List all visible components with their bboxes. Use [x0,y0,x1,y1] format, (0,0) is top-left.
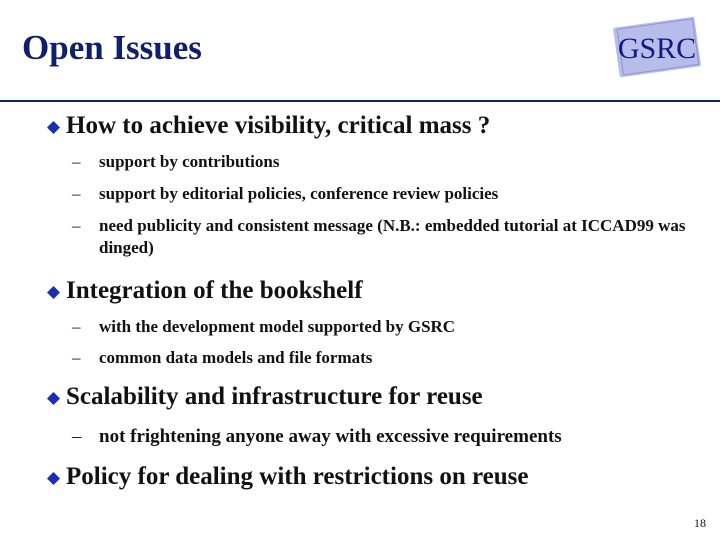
bullet-3 [66,383,483,411]
page-number: 18 [694,516,706,530]
sub-bullet-3-1-text: not frightening anyone away with excessive requirements [99,426,562,447]
dash-marker: – [72,216,81,235]
bullet-1-text: How to achieve visibility, critical mass ? [66,112,491,139]
dash-marker: – [72,348,81,367]
bullet-4-text: Policy for dealing with restrictions on reuse [66,463,529,490]
dash-marker: – [72,426,82,447]
sub-bullet-2-1-text: with the development model supported by GSRC [99,317,456,336]
bullet-4 [66,463,528,491]
sub-bullet-1-1-text: support by contributions [99,152,280,171]
bullet-1 [66,112,490,140]
gsrc-logo-text: GSRC [617,32,697,65]
diamond-bullet-icon [47,392,60,405]
gsrc-logo [610,14,704,80]
dash-marker: – [72,317,81,336]
bullet-2-text: Integration of the bookshelf [66,277,363,304]
dash-marker: – [72,184,81,203]
title-divider [0,100,720,102]
dash-marker: – [72,152,81,171]
diamond-bullet-icon [47,286,60,299]
sub-bullet-1-3-text: need publicity and consistent message (N.B.: embedded tutorial at ICCAD99 was dinged) [99,216,686,257]
bullet-2 [66,277,363,305]
bullet-3-text: Scalability and infrastructure for reuse [66,383,483,410]
sub-bullet-2-2-text: common data models and file formats [99,348,373,367]
sub-bullet-1-2-text: support by editorial policies, conference review policies [99,184,499,203]
diamond-bullet-icon [47,472,60,485]
diamond-bullet-icon [47,121,60,134]
slide-title: Open Issues [22,28,202,67]
